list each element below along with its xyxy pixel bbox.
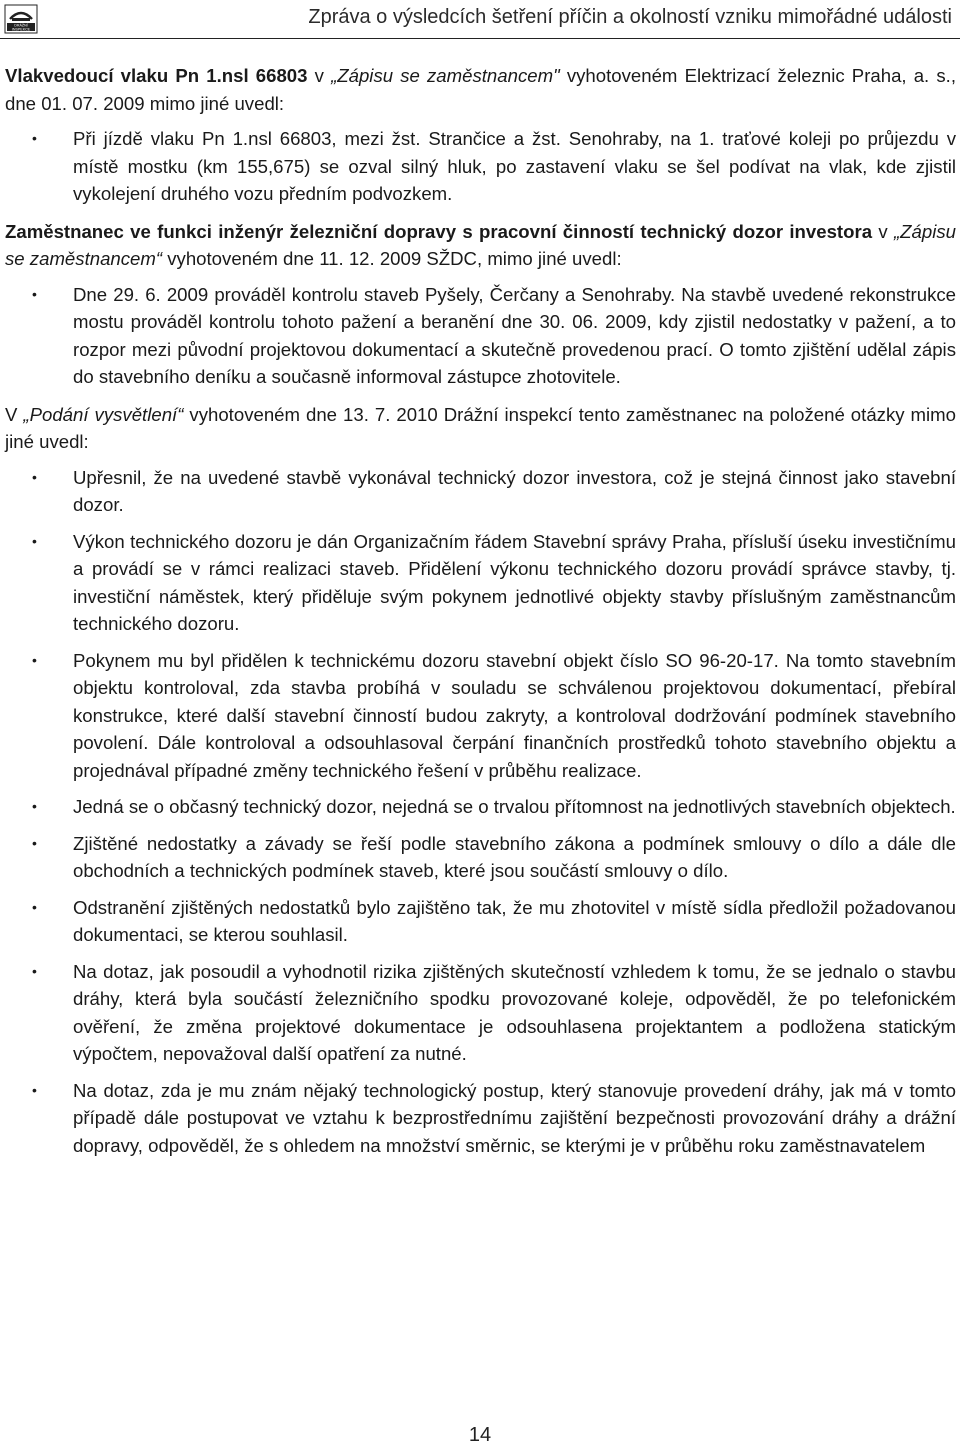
document-reference: „Podání vysvětlení“ <box>23 403 184 425</box>
list-item-text: Odstranění zjištěných nedostatků bylo zajištěno tak, že mu zhotovitel v místě sídla předložil požadovanou dokumentaci, se kterou souhlasil. <box>73 896 956 945</box>
list-item <box>5 830 956 885</box>
paragraph-bold-subject: Vlakvedoucí vlaku Pn 1.nsl 66803 <box>5 65 308 86</box>
statement-list-conductor <box>5 125 956 208</box>
text-fragment: v <box>307 65 332 86</box>
list-item-text: Jedná se o občasný technický dozor, nejedná se o trvalou přítomnost na jednotlivých stavebních objektech. <box>73 796 956 817</box>
page-number: 14 <box>468 1424 492 1446</box>
statement-list-explanation <box>5 464 956 1160</box>
list-item <box>5 958 956 1068</box>
list-item-text: Upřesnil, že na uvedené stavbě vykonával technický dozor investora, což je stejná činnost jako stavební dozor. <box>73 466 956 515</box>
text-fragment: vyhotoveném dne 11. 12. 2009 SŽDC, mimo jiné uvedl: <box>162 248 622 269</box>
list-item-text: Pokynem mu byl přidělen k technickému dozoru stavební objekt číslo SO 96-20-17. Na tomto stavebním objektu kontroloval, zda stavba probíhá v souladu se schválenou projektovou dokumentací, přebíral konstrukce, které další stavební činností budou zakryty, a kontroloval dodržování podmínek stavebního povolení. Dále kontroloval a odsouhlasoval čerpání finančních prostředků tohoto stavebního objektu a projednával případné změny technického řešení v průběhu realizace. <box>73 649 956 781</box>
page-header <box>0 0 960 44</box>
list-item <box>5 793 956 821</box>
text-fragment: vyhotoveném dne 13. 7. 2010 Drážní inspekcí tento zaměstnanec na položené otázky mimo jiné uvedl: <box>5 403 956 452</box>
list-item-text: Dne 29. 6. 2009 prováděl kontrolu staveb Pyšely, Čerčany a Senohraby. Na stavbě uvedené rekonstrukce mostu prováděl kontrolu tohoto pažení a beranění dne 30. 06. 2009, kdy zjistil nedostatky v pažení, a to rozpor mezi původní projektovou dokumentací a skutečně provedenou prací. O tomto zjištění udělal zápis do stavebního deníku a současně informoval zástupce zhotovitele. <box>73 283 956 387</box>
list-item <box>5 464 956 519</box>
paragraph-bold-subject: Zaměstnanec ve funkci inženýr železniční dopravy s pracovní činností technický dozor investora <box>5 220 873 242</box>
document-reference: „Zápisu se zaměstnancem“ <box>5 220 956 269</box>
bullet-icon: • <box>32 651 37 668</box>
list-item-text: Na dotaz, zda je mu znám nějaký technologický postup, který stanovuje provedení dráhy, jak má v tomto případě dále postupovat ve vztahu k bezprostřednímu zajištění bezpečnosti provozování dráhy a drážní dopravy, odpověděl, že s ohledem na množství směrnic, se kterými je v průběhu roku zaměstnavatelem <box>73 1079 956 1156</box>
list-item-text: Na dotaz, jak posoudil a vyhodnotil rizika zjištěných skutečností vzhledem k tomu, že se jednalo o stavbu dráhy, která byla součástí železničního spodku provozované koleje, odpověděl, že po telefonickém ověření, že změna projektové dokumentace je odsouhlasena projektantem a podložena statickým výpočtem, nepovažoval další opatření za nutné. <box>73 960 956 1064</box>
bullet-icon: • <box>32 285 37 302</box>
svg-text:INSPEKCE: INSPEKCE <box>11 27 31 32</box>
drazni-inspekce-logo <box>4 4 38 34</box>
list-item-text: Při jízdě vlaku Pn 1.nsl 66803, mezi žst. Strančice a žst. Senohraby, na 1. traťové koleji po průjezdu v místě mostku (km 155,675) se ozval silný hluk, po zastavení vlaku se šel podívat na vlak, kde zjistil vykolejení druhého vozu předním podvozkem. <box>73 128 956 204</box>
text-fragment: V <box>5 403 24 425</box>
bullet-icon: • <box>32 532 37 549</box>
statement-list-supervisor <box>5 281 956 391</box>
bullet-icon: • <box>32 962 37 979</box>
bullet-icon: • <box>32 898 37 915</box>
header-divider <box>0 38 960 39</box>
bullet-icon: • <box>32 834 37 851</box>
list-item <box>5 125 956 208</box>
paragraph-investor-supervisor <box>5 218 956 273</box>
bullet-icon: • <box>32 130 37 146</box>
text-fragment: vyhotoveném Elektrizací železnic Praha, a. s., dne 01. 07. 2009 mimo jiné uvedl: <box>5 65 956 114</box>
list-item <box>5 894 956 949</box>
bullet-icon: • <box>32 468 37 485</box>
list-item-text: Zjištěné nedostatky a závady se řeší podle stavebního zákona a podmínek smlouvy o dílo a dále dle obchodních a technických podmínek staveb, které jsou součástí smlouvy o dílo. <box>73 832 956 881</box>
header-title: Zpráva o výsledcích šetření příčin a okolností vzniku mimořádné události <box>308 6 952 28</box>
document-body <box>5 62 956 1169</box>
svg-text:DRÁŽNÍ: DRÁŽNÍ <box>14 23 28 28</box>
list-item-text: Výkon technického dozoru je dán Organizačním řádem Stavební správy Praha, přísluší úseku investičnímu a provádí se v rámci realizaci staveb. Přidělení výkonu technického dozoru provádí správce stavby, tj. investiční náměstek, který přiděluje svým pokynem jednotlivé objekty stavby příslušným zaměstnancům technického dozoru. <box>73 530 956 634</box>
text-fragment: v <box>872 220 894 242</box>
list-item <box>5 1077 956 1160</box>
list-item <box>5 528 956 638</box>
paragraph-train-conductor <box>5 62 956 117</box>
bullet-icon: • <box>32 798 37 814</box>
paragraph-explanation <box>5 401 956 456</box>
document-reference: „Zápisu se zaměstnancem" <box>331 65 560 86</box>
bullet-icon: • <box>32 1081 37 1098</box>
list-item <box>5 647 956 785</box>
list-item <box>5 281 956 391</box>
